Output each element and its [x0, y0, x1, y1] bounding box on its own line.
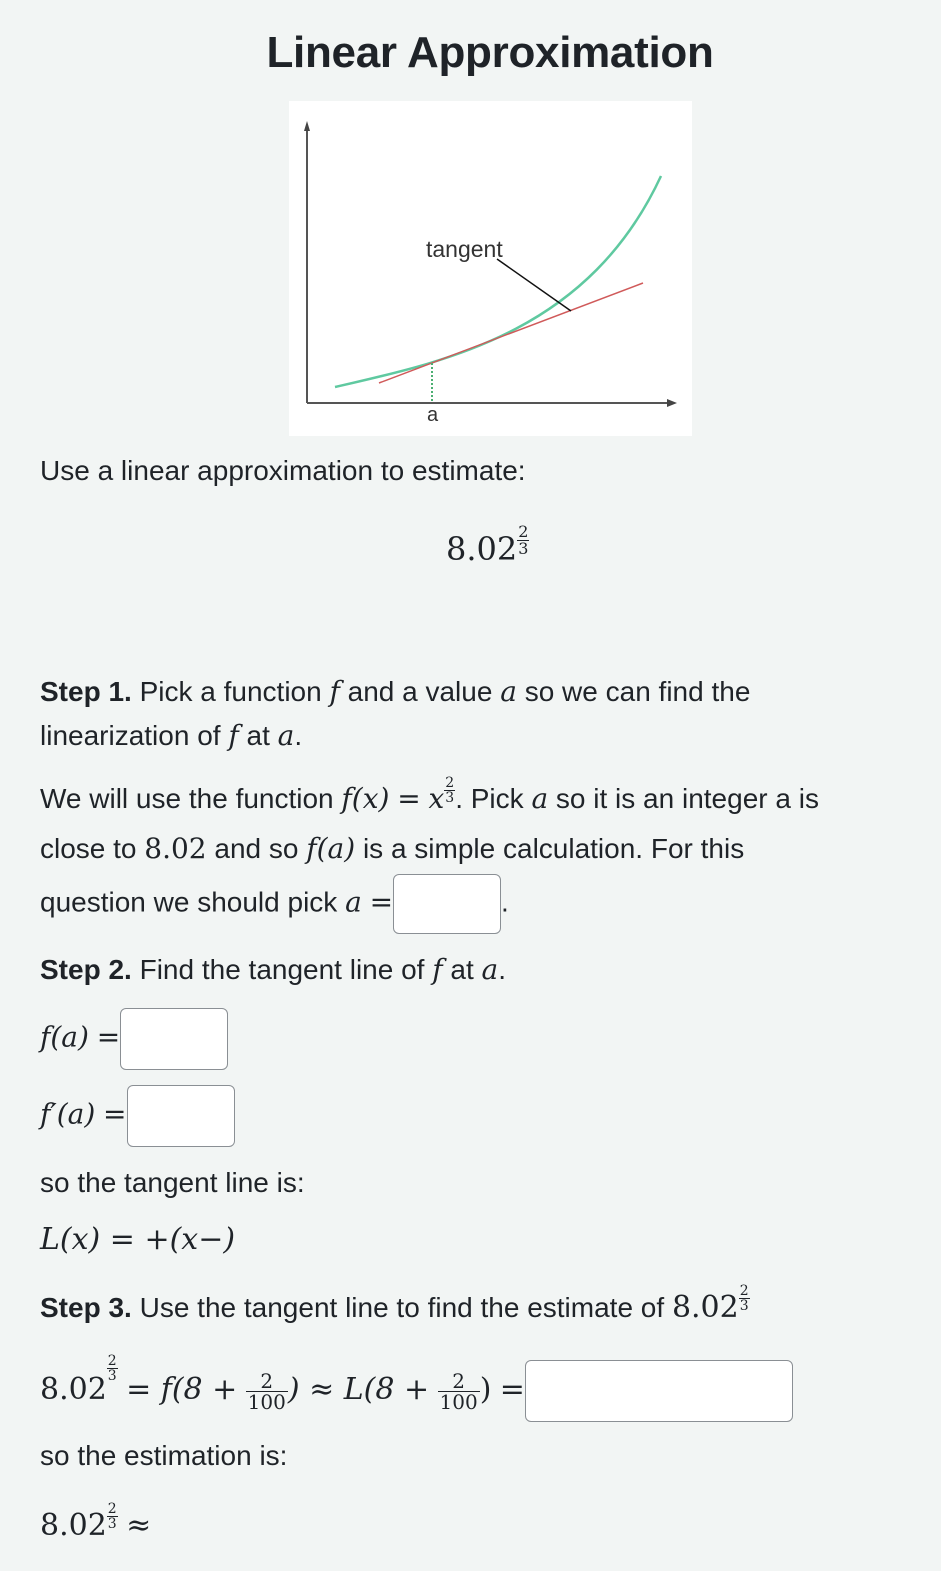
target-base: 8.02 — [446, 530, 518, 568]
step1-para-line1: We will use the function f(x) = x $\frac{2}{3}$ . Pick a so it is an integer a is — [40, 775, 819, 815]
step3-expression: 8.02 $\frac{2}{3}$ = f(8 + $\frac{2}{100}$ ) ≈ L(8 + $\frac{2}{100}$ ) = — [40, 1360, 793, 1422]
y-axis-arrow — [304, 121, 310, 131]
page-title: Linear Approximation — [266, 28, 714, 77]
answer-a-input[interactable] — [393, 874, 501, 934]
x-axis-arrow — [667, 399, 677, 407]
step1-para-line3: question we should pick a = . — [40, 874, 509, 934]
tangent-line — [379, 283, 643, 383]
tangent-so-text: so the tangent line is: — [40, 1167, 305, 1198]
tangent-label-pointer — [497, 259, 571, 311]
tangent-graph — [289, 101, 692, 436]
final-estimate: 8.02 $\frac{2}{3}$ ≈ — [40, 1501, 152, 1543]
step2-line: Step 2. Find the tangent line of f at a. — [40, 953, 507, 986]
fpa-row: f′(a) = — [40, 1085, 235, 1147]
fa-input[interactable] — [120, 1008, 228, 1070]
tangent-line-formula: L(x) = +(x−) — [40, 1222, 236, 1257]
target-exponent: $\frac{2}{3}$ — [518, 522, 529, 558]
point-a-label: a — [427, 404, 439, 426]
fprime-a-input[interactable] — [127, 1085, 235, 1147]
step1-para-line2: close to 8.02 and so f(a) is a simple calculation. For this — [40, 832, 745, 865]
step1-label: Step 1. — [40, 676, 132, 707]
step3-line: Step 3. Use the tangent line to find the estimate of 8.02 $\frac{2}{3}$ — [40, 1283, 749, 1325]
step1-line1: Step 1. Pick a function f and a value a so we can find the — [40, 675, 751, 708]
function-curve — [335, 176, 661, 387]
estimation-so-text: so the estimation is: — [40, 1440, 288, 1471]
tangent-label: tangent — [426, 236, 503, 262]
fa-row: f(a) = — [40, 1008, 228, 1070]
estimate-input[interactable] — [525, 1360, 793, 1422]
step2-label: Step 2. — [40, 954, 132, 985]
step3-label: Step 3. — [40, 1292, 132, 1323]
tangent-line-figure — [289, 101, 692, 436]
intro-text: Use a linear approximation to estimate: — [40, 455, 526, 486]
step1-line2: linearization of f at a. — [40, 719, 303, 752]
target-expression — [446, 522, 529, 568]
